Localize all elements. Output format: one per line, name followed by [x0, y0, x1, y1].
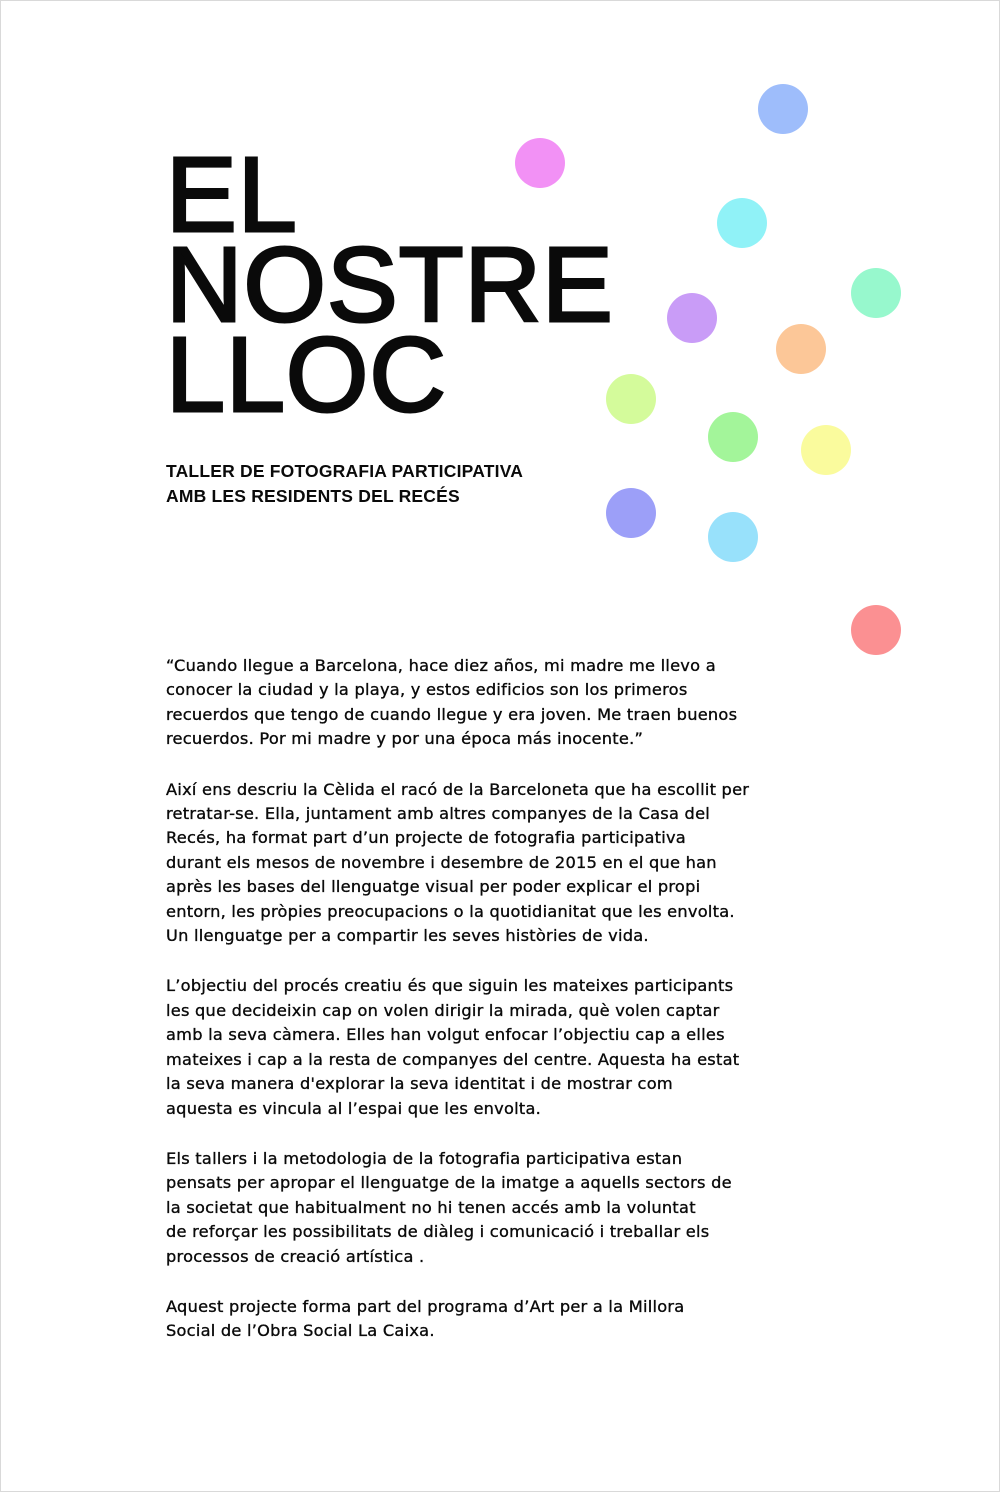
dot-orange — [776, 324, 826, 374]
body-text — [166, 654, 856, 1370]
text-line: durant els mesos de novembre i desembre de 2015 en el que han — [166, 852, 717, 872]
dot-sky — [708, 512, 758, 562]
paragraph — [166, 974, 856, 1120]
title-line: EL — [166, 136, 298, 254]
dot-yellow — [801, 425, 851, 475]
title-line: NOSTRE — [166, 226, 614, 344]
text-line: processos de creació artística . — [166, 1246, 425, 1266]
text-line: amb la seva càmera. Elles han volgut enfocar l’objectiu cap a elles — [166, 1025, 725, 1045]
text-line: les que decideixin cap on volen dirigir la mirada, què volen captar — [166, 1000, 720, 1020]
text-line: recuerdos. Por mi madre y por una época más inocente.” — [166, 729, 644, 749]
dot-blue — [758, 84, 808, 134]
text-line: la societat que habitualment no hi tenen accés amb la voluntat — [166, 1197, 696, 1217]
page-title — [166, 136, 614, 434]
dot-green — [708, 412, 758, 462]
text-line: L’objectiu del procés creatiu és que siguin les mateixes participants — [166, 976, 734, 996]
text-line: Social de l’Obra Social La Caixa. — [166, 1321, 435, 1341]
title-line: LLOC — [166, 316, 447, 434]
text-line: conocer la ciudad y la playa, y estos edificios son los primeros — [166, 680, 688, 700]
subtitle-line: AMB LES RESIDENTS DEL RECÉS — [166, 486, 460, 506]
page-subtitle — [166, 459, 523, 509]
text-line: pensats per apropar el llenguatge de la imatge a aquells sectors de — [166, 1173, 732, 1193]
text-line: Recés, ha format part d’un projecte de fotografia participativa — [166, 828, 686, 848]
text-line: recuerdos que tengo de cuando llegue y era joven. Me traen buenos — [166, 704, 738, 724]
text-line: après les bases del llenguatge visual per poder explicar el propi — [166, 877, 701, 897]
text-line: Un llenguatge per a compartir les seves històries de vida. — [166, 926, 649, 946]
text-line: de reforçar les possibilitats de diàleg i comunicació i treballar els — [166, 1222, 710, 1242]
text-line: mateixes i cap a la resta de companyes del centre. Aquesta ha estat — [166, 1049, 740, 1069]
dot-pink — [515, 138, 565, 188]
paragraph — [166, 1147, 856, 1269]
subtitle-line: TALLER DE FOTOGRAFIA PARTICIPATIVA — [166, 461, 524, 481]
quote-paragraph — [166, 654, 856, 752]
dot-indigo — [606, 488, 656, 538]
text-line: la seva manera d'explorar la seva identitat i de mostrar com — [166, 1074, 673, 1094]
text-line: aquesta es vincula al l’espai que les envolta. — [166, 1098, 542, 1118]
dot-cyan — [717, 198, 767, 248]
paragraph — [166, 778, 856, 949]
text-line: retratar-se. Ella, juntament amb altres companyes de la Casa del — [166, 804, 711, 824]
text-line: Així ens descriu la Cèlida el racó de la Barceloneta que ha escollit per — [166, 779, 750, 799]
dot-violet — [667, 293, 717, 343]
text-line: Aquest projecte forma part del programa d’Art per a la Millora — [166, 1296, 685, 1316]
text-line: “Cuando llegue a Barcelona, hace diez años, mi madre me llevo a — [166, 656, 716, 675]
dot-mint — [851, 268, 901, 318]
text-line: Els tallers i la metodologia de la fotografia participativa estan — [166, 1148, 683, 1168]
dot-red — [851, 605, 901, 655]
dot-lime — [606, 374, 656, 424]
text-line: entorn, les pròpies preocupacions o la quotidianitat que les envolta. — [166, 901, 735, 921]
paragraph — [166, 1295, 856, 1344]
